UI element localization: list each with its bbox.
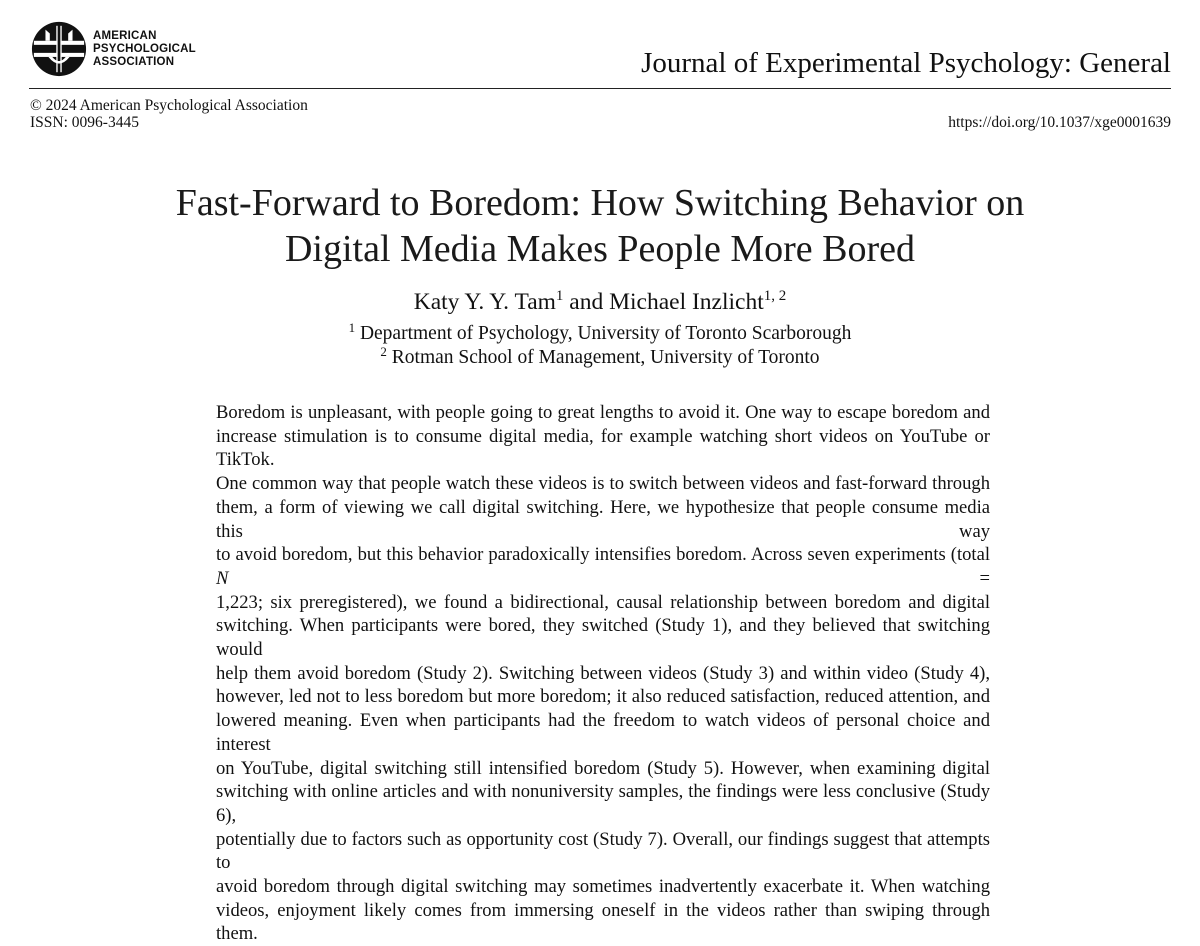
doi-link[interactable]: https://doi.org/10.1037/xge0001639 — [948, 114, 1171, 131]
author-name: Michael Inzlicht — [609, 289, 764, 315]
publisher-name — [93, 30, 196, 69]
abstract-line: to avoid boredom, but this behavior paradoxically intensifies boredom. Across seven experiments (total N = — [216, 544, 990, 589]
apa-psi-logo-icon — [30, 20, 88, 78]
abstract-line: One common way that people watch these videos is to switch between videos and fast-forward through — [216, 473, 990, 495]
author-affiliation-marker: 1 — [555, 288, 564, 304]
affiliation — [0, 322, 1200, 346]
affiliation-text: Rotman School of Management, University of Toronto — [391, 347, 820, 368]
abstract-line: increase stimulation is to consume digital media, for example watching short videos on YouTube or TikTok. — [216, 425, 990, 471]
affiliation-text: Department of Psychology, University of Toronto Scarborough — [359, 323, 852, 344]
abstract-line: switching. When participants were bored, they switched (Study 1), and they believed that switching would — [216, 615, 990, 661]
affiliation-marker: 2 — [380, 344, 387, 359]
abstract-line: however, led not to less boredom but more boredom; it also reduced satisfaction, reduced attention, and — [216, 686, 990, 708]
abstract-line: lowered meaning. Even when participants had the freedom to watch videos of personal choice and interest — [216, 710, 990, 755]
publisher-line: ASSOCIATION — [93, 55, 175, 68]
abstract-line: videos, enjoyment likely comes from immersing oneself in the videos rather than swiping through them. — [216, 899, 990, 945]
article-title — [0, 180, 1200, 272]
affiliation — [0, 346, 1200, 370]
abstract-line: them, a form of viewing we call digital switching. Here, we hypothesize that people consume media this way — [216, 496, 990, 542]
author-list — [0, 287, 1200, 317]
author-name: Katy Y. Y. Tam — [413, 289, 556, 315]
publisher-logo[interactable] — [30, 20, 196, 78]
abstract-line: potentially due to factors such as opportunity cost (Study 7). Overall, our findings suggest that attempts to — [216, 828, 990, 874]
affiliation-marker: 1 — [348, 320, 356, 335]
publisher-line: PSYCHOLOGICAL — [93, 42, 196, 55]
abstract-line: Boredom is unpleasant, with people going to great lengths to avoid it. One way to escape boredom and — [216, 402, 990, 423]
publisher-line: AMERICAN — [93, 29, 157, 42]
header-divider — [29, 88, 1171, 89]
copyright-notice: © 2024 American Psychological Association — [30, 97, 308, 114]
title-line: Fast-Forward to Boredom: How Switching Behavior on — [175, 182, 1025, 224]
author-joiner: and — [569, 289, 604, 315]
abstract-line: 1,223; six preregistered), we found a bidirectional, causal relationship between boredom and digital — [216, 591, 990, 613]
abstract-line: on YouTube, digital switching still intensified boredom (Study 5). However, when examining digital — [216, 757, 990, 779]
publication-meta — [30, 97, 308, 131]
journal-header — [0, 0, 1200, 100]
abstract-line: help them avoid boredom (Study 2). Switching between videos (Study 3) and within video (Study 4), — [216, 662, 990, 684]
issn: ISSN: 0096-3445 — [30, 114, 139, 131]
abstract-line: switching with online articles and with nonuniversity samples, the findings were less conclusive (Study 6), — [216, 781, 990, 826]
abstract-line: avoid boredom through digital switching may sometimes inadvertently exacerbate it. When watching — [216, 876, 990, 898]
abstract — [216, 401, 990, 946]
author-affiliation-marker: 1, 2 — [763, 288, 787, 304]
journal-title: Journal of Experimental Psychology: General — [641, 47, 1171, 79]
title-line: Digital Media Makes People More Bored — [284, 228, 916, 270]
